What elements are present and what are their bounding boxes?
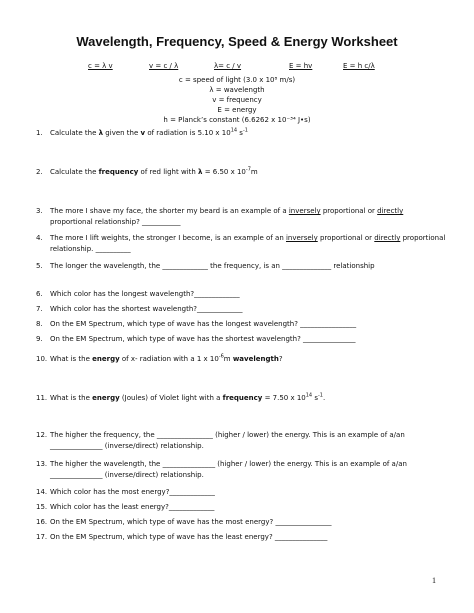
question-text: The higher the frequency, the ________________ (higher / lower) the energy. This is an example of a/an _______________ (inverse/direct) relationship. [50,431,405,450]
question-7 [36,304,446,315]
question-16 [36,517,446,528]
equation-e-hv: E = hv [289,62,313,70]
question-6 [36,289,446,300]
question-17 [36,532,446,543]
question-11 [36,393,446,404]
question-text: On the EM Spectrum, which type of wave has the most energy? ________________ [50,518,332,526]
equation-lambda: λ= c / v [214,62,242,70]
question-2 [36,167,446,178]
definition-h: h = Planck’s constant (6.6262 x 10⁻³⁴ J•s) [163,116,311,124]
question-4 [36,233,446,255]
equation-e-hc-lambda: E = h c/λ [343,62,375,70]
question-number: 6. [36,290,43,298]
question-9 [36,334,446,345]
question-number: 13. [36,460,48,468]
question-5 [36,261,446,272]
definition-lambda: λ = wavelength [209,86,265,94]
question-text: The higher the wavelength, the _______________ (higher / lower) the energy. This is an example of a/an _______________ (inverse/direct) relationship. [50,460,407,479]
question-number: 10. [36,355,48,363]
question-text: The more I shave my face, the shorter my beard is an example of a inversely proportional or directly proportional relationship? ___________ [50,207,404,226]
question-text: The longer the wavelength, the _____________ the frequency, is an ______________ relationship [50,262,375,270]
definition-v: v = frequency [212,96,262,104]
question-number: 3. [36,207,43,215]
equation-v: v = c / λ [149,62,179,70]
question-1 [36,128,446,139]
question-number: 2. [36,168,43,176]
definition-c: c = speed of light (3.0 x 10⁸ m/s) [178,76,296,84]
question-number: 4. [36,234,43,242]
question-number: 15. [36,503,48,511]
equation-c: c = λ v [88,62,113,70]
question-text: On the EM Spectrum, which type of wave has the least energy? _______________ [50,533,328,541]
page-title: Wavelength, Frequency, Speed & Energy Worksheet [76,34,398,49]
question-number: 9. [36,335,43,343]
question-text: Which color has the shortest wavelength?_____________ [50,305,243,313]
question-text: The more I lift weights, the stronger I become, is an example of an inversely proportional or directly proportional relationship. __________ [50,234,446,253]
question-number: 7. [36,305,43,313]
question-10 [36,354,446,365]
question-number: 11. [36,394,48,402]
question-8 [36,319,446,330]
page-number: 1 [432,576,436,585]
question-15 [36,502,446,513]
question-text: Calculate the frequency of red light with λ = 6.50 x $10^{-7}m$ [50,166,258,176]
question-3 [36,206,446,228]
question-text: Which color has the least energy?_____________ [50,503,215,511]
question-text: Which color has the most energy?_____________ [50,488,215,496]
question-12 [36,430,446,452]
definition-e: E = energy [217,106,257,114]
definitions [0,75,474,125]
question-text: On the EM Spectrum, which type of wave has the longest wavelength? ________________ [50,320,357,328]
question-number: 8. [36,320,43,328]
question-number: 14. [36,488,48,496]
question-text: Calculate the λ given the v of radiation is 5.10 x $10^{14}$ $s^{-1}$ [50,127,248,137]
question-number: 17. [36,533,48,541]
question-text: Which color has the longest wavelength?_____________ [50,290,240,298]
question-text: On the EM Spectrum, which type of wave has the shortest wavelength? _______________ [50,335,356,343]
question-number: 16. [36,518,48,526]
question-number: 1. [36,129,43,137]
question-number: 5. [36,262,43,270]
question-13 [36,459,446,481]
question-text: What is the energy (Joules) of Violet light with a frequency = 7.50 x $10^{14}$ $s^{-1}$. [50,392,326,402]
question-number: 12. [36,431,48,439]
question-14 [36,487,446,498]
question-text: What is the energy of x- radiation with a 1 x $10^{-6}m$ wavelength? [50,353,283,363]
